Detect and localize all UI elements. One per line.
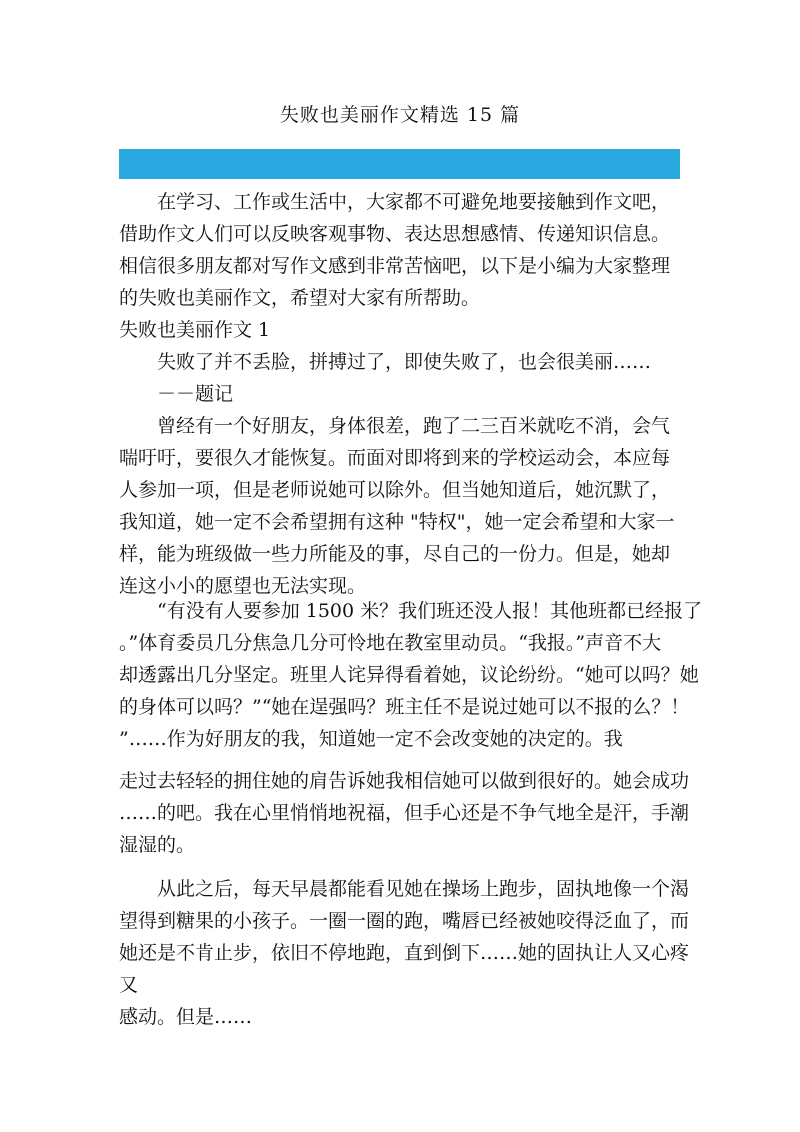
paragraph-2-line: 的身体可以吗？”“她在逞强吗？班主任不是说过她可以不报的么？！ — [119, 696, 690, 718]
paragraph-2-line: “有没有人要参加 1500 米？我们班还没人报！其他班都已经报了 — [157, 600, 703, 622]
paragraph-3-line: 湿湿的。 — [119, 834, 196, 856]
paragraph-4-line: 她还是不肯止步，依旧不停地跑，直到倒下……她的固执让人又心疼 — [119, 942, 690, 964]
paragraph-4-line: 感动。但是…… — [119, 1006, 253, 1028]
paragraph-2-line: 。”体育委员几分焦急几分可怜地在教室里动员。“我报。”声音不大 — [119, 632, 662, 654]
essay-heading: 失败也美丽作文 1 — [119, 319, 271, 341]
epigraph-attribution: －－题记 — [157, 383, 234, 405]
paragraph-4-line: 又 — [119, 974, 139, 996]
paragraph-3-line: ……的吧。我在心里悄悄地祝福，但手心还是不争气地全是汗，手潮 — [119, 802, 690, 824]
paragraph-3-line: 走过去轻轻的拥住她的肩告诉她我相信她可以做到很好的。她会成功 — [119, 770, 690, 792]
paragraph-2-line: ”……作为好朋友的我，知道她一定不会改变她的决定的。我 — [119, 728, 623, 750]
paragraph-2-line: 却透露出几分坚定。班里人诧异得看着她，议论纷纷。“她可以吗？她 — [119, 664, 699, 686]
paragraph-4-line: 望得到糖果的小孩子。一圈一圈的跑，嘴唇已经被她咬得泛血了，而 — [119, 910, 690, 932]
paragraph-1: 曾经有一个好朋友，身体很差，跑了二三百米就吃不消，会气喘吁吁，要很久才能恢复。而面对即将到来的学校运动会，本应每人参加一项，但是老师说她可以除外。但当她知道后，她沉默了，我知道，她一定不会希望拥有这种 "特权"，她一定会希望和大家一样，能为班级做一些力所能及的事，尽自己的一份力。但是，她却连这小小的愿望也无法实现。 — [119, 415, 675, 597]
paragraph-4-line: 从此之后，每天早晨都能看见她在操场上跑步，固执地像一个渴 — [157, 878, 690, 900]
epigraph: 失败了并不丢脸，拼搏过了，即使失败了，也会很美丽…… — [157, 351, 652, 373]
blue-banner — [119, 149, 680, 179]
document-title: 失败也美丽作文精选 15 篇 — [279, 104, 521, 126]
intro-paragraph: 在学习、工作或生活中，大家都不可避免地要接触到作文吧，借助作文人们可以反映客观事物、表达思想感情、传递知识信息。相信很多朋友都对写作文感到非常苦恼吧，以下是小编为大家整理的失败也美丽作文，希望对大家有所帮助。 — [119, 191, 671, 309]
